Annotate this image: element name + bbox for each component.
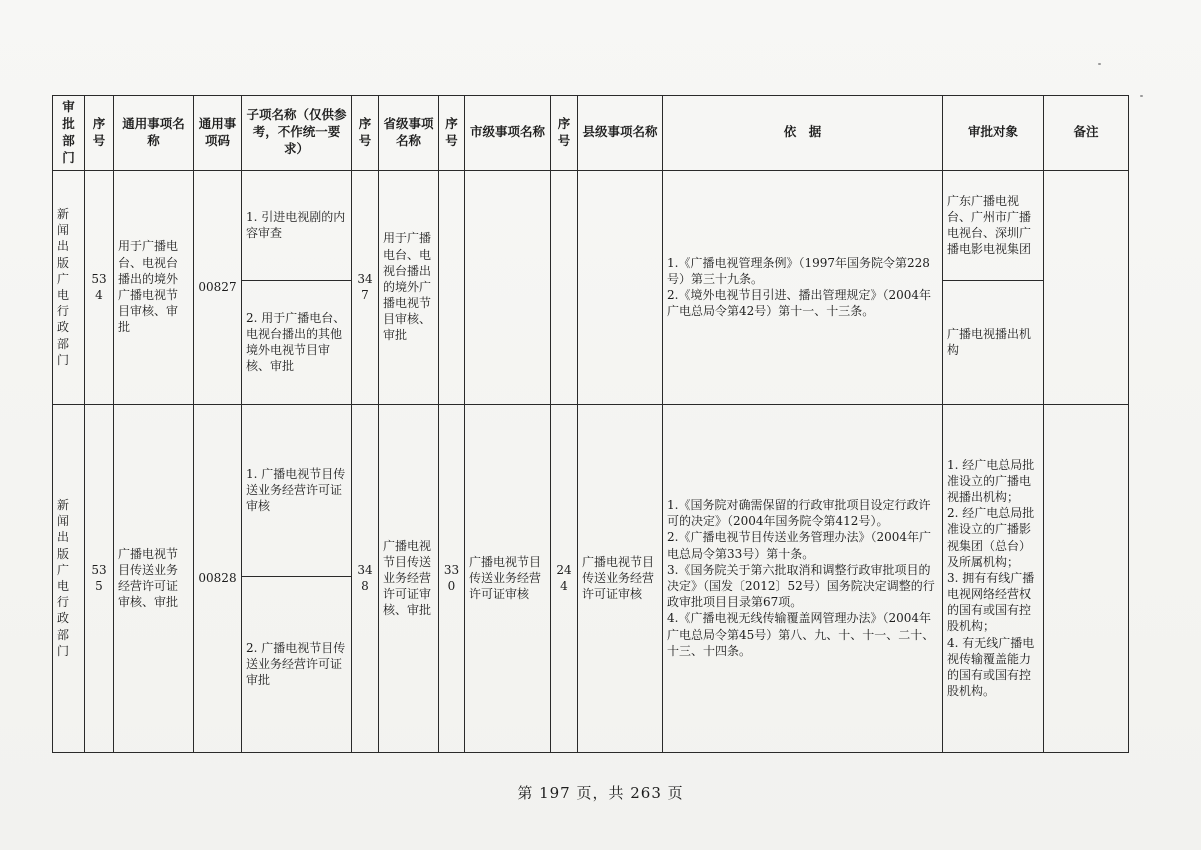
header-seq3: 序号 xyxy=(439,96,465,171)
cell-sub-item-2: 2. 用于广播电台、电视台播出的其他境外电视节目审核、审批 xyxy=(242,280,352,404)
header-seq2: 序号 xyxy=(352,96,379,171)
cell-county-name xyxy=(578,170,663,404)
header-item-name: 通用事项名称 xyxy=(114,96,194,171)
cell-dept: 新闻出版广电行政部门 xyxy=(53,404,85,752)
header-sub-name: 子项名称（仅供参考，不作统一要求） xyxy=(242,96,352,171)
header-row xyxy=(53,96,1129,171)
cell-item-name: 广播电视节目传送业务经营许可证审核、审批 xyxy=(114,404,194,752)
header-city-name: 市级事项名称 xyxy=(465,96,551,171)
cell-county-seq: 244 xyxy=(551,404,578,752)
page-number: 第 197 页，共 263 页 xyxy=(517,784,684,802)
cell-prov-name: 广播电视节目传送业务经营许可证审核、审批 xyxy=(379,404,439,752)
header-seq: 序号 xyxy=(85,96,114,171)
cell-basis: 1.《国务院对确需保留的行政审批项目设定行政许可的决定》（2004年国务院令第412号）。 2.《广播电视节目传送业务管理办法》（2004年广电总局令第33号）第十条。 3.《国务院关于第六批取消和调整行政审批项目的决定》（国发〔2012〕52号）国务院决定调整的行政审批项目目录第67项。 4.《广播电视无线传输覆盖网管理办法》（2004年广电总局令第45号）第八、九、十、十一、二十、十三、十四条。 xyxy=(663,404,943,752)
cell-city-seq: 330 xyxy=(439,404,465,752)
header-basis: 依 据 xyxy=(663,96,943,171)
cell-target-1: 广东广播电视台、广州市广播电视台、深圳广播电影电视集团 xyxy=(943,170,1044,280)
approval-items-table xyxy=(52,95,1129,753)
cell-target: 1. 经广电总局批准设立的广播电视播出机构； 2. 经广电总局批准设立的广播影视集团（总台）及所属机构； 3. 拥有有线广播电视网络经营权的国有或国有控股机构； 4. 有无线广播电视传输覆盖能力的国有或国有控股机构。 xyxy=(943,404,1044,752)
cell-target-2: 广播电视播出机构 xyxy=(943,280,1044,404)
table-row xyxy=(53,404,1129,576)
header-target: 审批对象 xyxy=(943,96,1044,171)
cell-remark xyxy=(1044,404,1129,752)
cell-county-seq xyxy=(551,170,578,404)
cell-sub-item-1: 1. 引进电视剧的内容审查 xyxy=(242,170,352,280)
cell-dept: 新闻出版广电行政部门 xyxy=(53,170,85,404)
cell-sub-item-1: 1. 广播电视节目传送业务经营许可证审核 xyxy=(242,404,352,576)
header-item-code: 通用事项码 xyxy=(194,96,242,171)
cell-city-name xyxy=(465,170,551,404)
header-county-name: 县级事项名称 xyxy=(578,96,663,171)
header-prov-name: 省级事项名称 xyxy=(379,96,439,171)
cell-item-name: 用于广播电台、电视台播出的境外广播电视节目审核、审批 xyxy=(114,170,194,404)
cell-prov-seq: 348 xyxy=(352,404,379,752)
header-dept: 审批部门 xyxy=(53,96,85,171)
cell-sub-item-2: 2. 广播电视节目传送业务经营许可证审批 xyxy=(242,576,352,752)
cell-city-seq xyxy=(439,170,465,404)
cell-basis: 1.《广播电视管理条例》（1997年国务院令第228号）第三十九条。 2.《境外电视节目引进、播出管理规定》（2004年广电总局令第42号）第十一、十三条。 xyxy=(663,170,943,404)
cell-remark xyxy=(1044,170,1129,404)
scan-speck xyxy=(1140,95,1143,97)
table-row xyxy=(53,170,1129,280)
header-remark: 备注 xyxy=(1044,96,1129,171)
cell-county-name: 广播电视节目传送业务经营许可证审核 xyxy=(578,404,663,752)
cell-item-code: 00828 xyxy=(194,404,242,752)
cell-seq: 535 xyxy=(85,404,114,752)
cell-prov-seq: 347 xyxy=(352,170,379,404)
cell-city-name: 广播电视节目传送业务经营许可证审核 xyxy=(465,404,551,752)
cell-seq: 534 xyxy=(85,170,114,404)
cell-prov-name: 用于广播电台、电视台播出的境外广播电视节目审核、审批 xyxy=(379,170,439,404)
scan-speck xyxy=(1098,63,1101,65)
cell-item-code: 00827 xyxy=(194,170,242,404)
header-seq4: 序号 xyxy=(551,96,578,171)
